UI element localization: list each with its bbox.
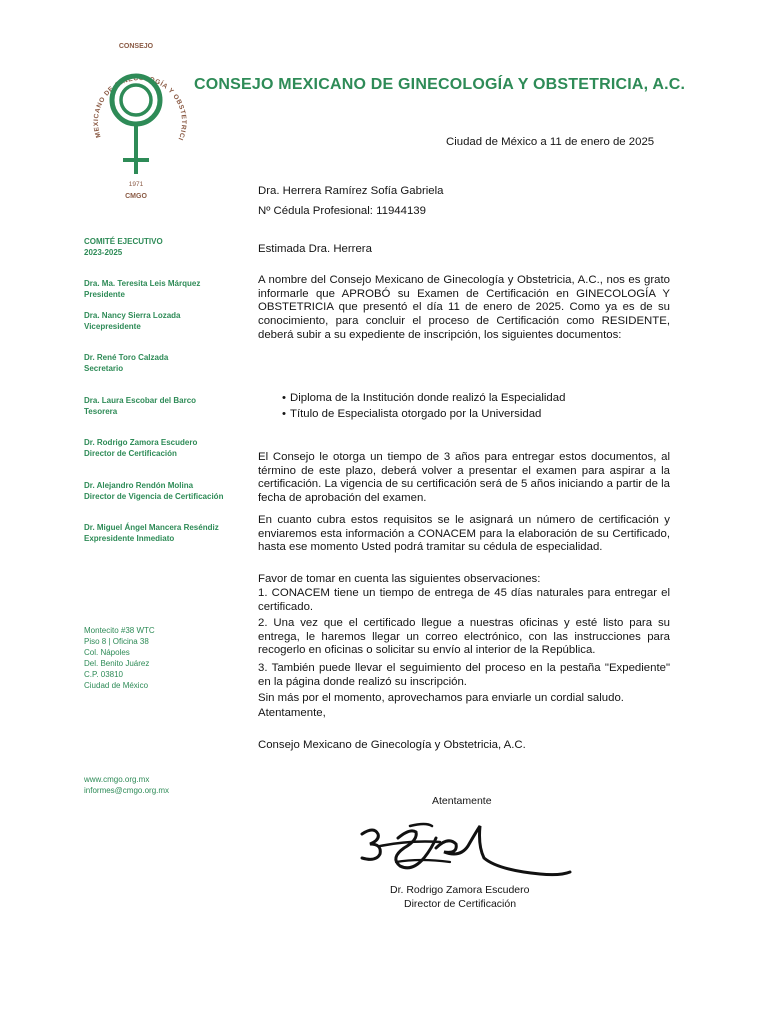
letter-date: Ciudad de México a 11 de enero de 2025 — [446, 136, 655, 148]
member-role: Vicepresidente — [84, 322, 141, 331]
address-line: Piso 8 | Oficina 38 — [84, 637, 149, 646]
member-role: Presidente — [84, 290, 125, 299]
address-line: Del. Benito Juárez — [84, 659, 150, 668]
member-role: Tesorera — [84, 407, 118, 416]
greeting: Estimada Dra. Herrera — [258, 243, 372, 255]
member-name: Dr. Alejandro Rendón Molina — [84, 481, 194, 490]
address-line: Montecito #38 WTC — [84, 626, 155, 635]
member-role: Expresidente Inmediato — [84, 534, 175, 543]
address-line: Col. Nápoles — [84, 648, 130, 657]
member-name: Dr. René Toro Calzada — [84, 353, 169, 362]
org-title: CONSEJO MEXICANO DE GINECOLOGÍA Y OBSTETRICIA, A.C. — [194, 76, 686, 93]
list-item: • Título de Especialista otorgado por la Universidad — [282, 407, 565, 423]
committee-heading — [84, 236, 163, 258]
committee-member — [84, 522, 219, 544]
logo-ring-text: MEXICANO DE GINECOLOGÍA Y OBSTETRICI — [92, 75, 188, 142]
recipient-cedula: Nº Cédula Profesional: 11944139 — [258, 205, 426, 217]
member-name: Dr. Miguel Ángel Mancera Reséndiz — [84, 523, 219, 532]
closing-greeting: Sin más por el momento, aprovechamos para enviarle un cordial saludo. — [258, 692, 624, 704]
address-line: C.P. 03810 — [84, 670, 123, 679]
paragraph-observations-intro: Favor de tomar en cuenta las siguientes observaciones: — [258, 573, 541, 585]
website-link[interactable]: www.cmgo.org.mx — [84, 775, 150, 784]
email-link[interactable]: informes@cmgo.org.mx — [84, 786, 170, 795]
observation-3: 3. También puede llevar el seguimiento del proceso en la pestaña "Expediente" en la página donde realizó su inscripción. — [258, 662, 670, 688]
member-role: Director de Vigencia de Certificación — [84, 492, 224, 501]
committee-member — [84, 352, 168, 374]
recipient-name: Dra. Herrera Ramírez Sofía Gabriela — [258, 185, 444, 197]
member-role: Director de Certificación — [84, 449, 177, 458]
committee-member — [84, 278, 200, 300]
signer-name: Dr. Rodrigo Zamora Escudero — [390, 884, 530, 896]
org-signoff: Consejo Mexicano de Ginecología y Obstetricia, A.C. — [258, 739, 526, 751]
paragraph-conacem: En cuanto cubra estos requisitos se le asignará un número de certificación y enviaremos esta información a CONACEM para la elaboración de su Certificado, hasta ese momento Usted podrá tramitar su cédula de especialidad. — [258, 514, 670, 554]
logo-year: 1971 — [128, 181, 144, 188]
observation-1: 1. CONACEM tiene un tiempo de entrega de 45 días naturales para entregar el certificado. — [258, 587, 670, 613]
paragraph-deadline: El Consejo le otorga un tiempo de 3 años para entregar estos documentos, al término de este plazo, deberá volver a presentar el examen para aspirar a la certificación. La vigencia de su certificación será de 5 años iniciando a partir de la fecha de aprobación del examen. — [258, 451, 670, 505]
committee-period: 2023-2025 — [84, 248, 123, 257]
observation-2: 2. Una vez que el certificado llegue a nuestras oficinas y esté listo para su entrega, le haremos llegar un correo electrónico, con las instrucciones para recogerlo en oficinas o solicitar su envío al interior de la República. — [258, 617, 670, 657]
logo-top-text: CONSEJO — [118, 43, 154, 50]
member-name: Dra. Nancy Sierra Lozada — [84, 311, 181, 320]
member-role: Secretario — [84, 364, 124, 373]
paragraph-approval: A nombre del Consejo Mexicano de Ginecología y Obstetricia, A.C., nos es grato informarle que APROBÓ su Examen de Certificación en GINECOLOGÍA Y OBSTETRICIA que presentó el día 11 de enero de 2025. Como ya es de su conocimiento, para concluir el proceso de Certificación como RESIDENTE, deberá subir a su expediente de inscripción, los siguientes documentos: — [258, 274, 670, 341]
required-documents-list — [282, 391, 565, 422]
member-name: Dr. Rodrigo Zamora Escudero — [84, 438, 198, 447]
committee-member — [84, 310, 180, 332]
signer-title: Director de Certificación — [404, 898, 517, 910]
committee-member — [84, 395, 196, 417]
member-name: Dra. Ma. Teresita Leis Márquez — [84, 279, 201, 288]
committee-member — [84, 437, 197, 459]
committee-member — [84, 480, 223, 502]
handwritten-signature — [340, 818, 600, 888]
member-name: Dra. Laura Escobar del Barco — [84, 396, 197, 405]
committee-title: COMITÉ EJECUTIVO — [84, 237, 163, 246]
closing-atentamente: Atentamente, — [258, 707, 326, 719]
council-logo — [78, 36, 194, 204]
address-line: Ciudad de México — [84, 681, 149, 690]
logo-acronym: CMGO — [125, 193, 147, 200]
contact-info — [84, 774, 169, 796]
office-address — [84, 625, 155, 691]
list-item: • Diploma de la Institución donde realizó la Especialidad — [282, 391, 565, 407]
signature-atentamente: Atentamente — [432, 795, 492, 807]
